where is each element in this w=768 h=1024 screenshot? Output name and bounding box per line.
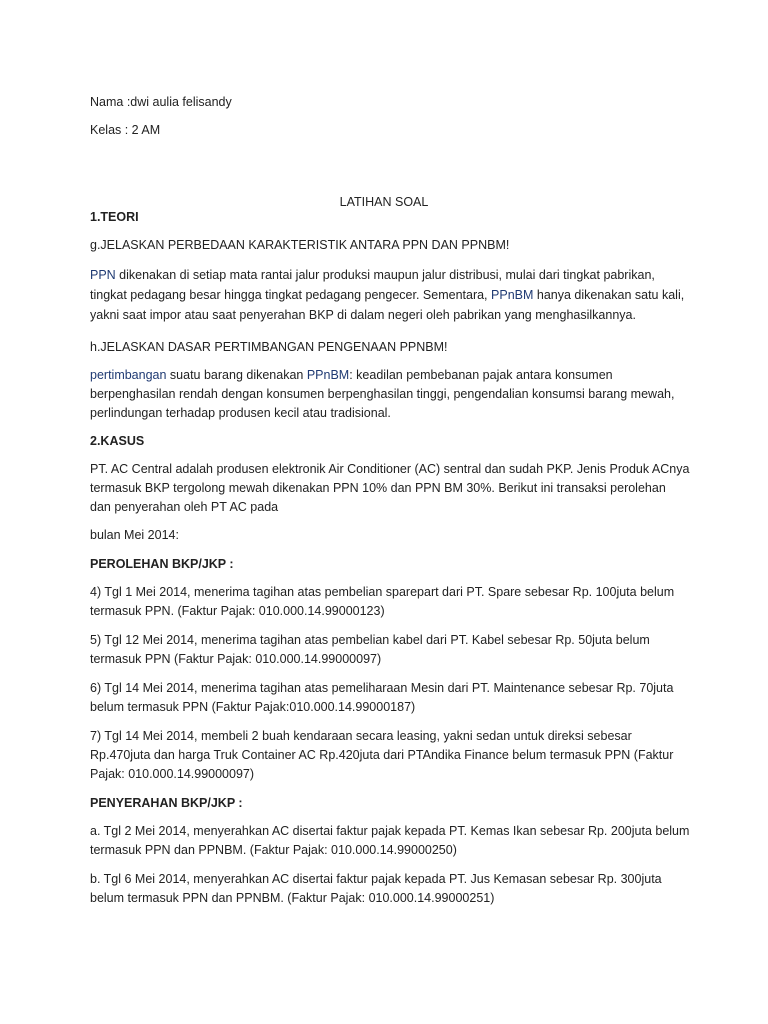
perolehan-item: 6) Tgl 14 Mei 2014, menerima tagihan atas pemeliharaan Mesin dari PT. Maintenance sebesar Rp. 70juta belum termasuk PPN (Faktur Pajak:010.000.14.99000187) bbox=[90, 681, 674, 714]
term-ppn: PPN bbox=[90, 268, 116, 282]
answer-h: pertimbangan suatu barang dikenakan PPnBM: keadilan pembebanan pajak antara konsumen berpenghasilan rendah dengan konsumen berpenghasilan tinggi, pengendalian konsumsi barang mewah, perlindungan terhadap produsen kecil atau tradisional. bbox=[90, 368, 675, 420]
student-class: Kelas : 2 AM bbox=[90, 123, 161, 137]
penyerahan-item: b. Tgl 6 Mei 2014, menyerahkan AC disertai faktur pajak kepada PT. Jus Kemasan sebesar Rp. 300juta belum termasuk PPN dan PPNBM. (Faktur Pajak: 010.000.14.99000251) bbox=[90, 872, 662, 905]
kasus-bulan: bulan Mei 2014: bbox=[90, 528, 179, 542]
question-g: g.JELASKAN PERBEDAAN KARAKTERISTIK ANTARA PPN DAN PPNBM! bbox=[90, 238, 510, 252]
term-ppnbm: PPnBM bbox=[306, 368, 350, 382]
student-name: Nama :dwi aulia felisandy bbox=[90, 95, 232, 109]
section-kasus-heading: 2.KASUS bbox=[90, 434, 145, 448]
term-pertimbangan: pertimbangan bbox=[90, 368, 167, 382]
perolehan-heading: PEROLEHAN BKP/JKP : bbox=[90, 557, 234, 571]
perolehan-item: 7) Tgl 14 Mei 2014, membeli 2 buah kendaraan secara leasing, yakni sedan untuk direksi sebesar Rp.470juta dan harga Truk Container AC Rp.420juta dari PTAndika Finance belum termasuk PPN (Faktur Pajak: 010.000.14.99000097) bbox=[90, 729, 674, 781]
section-teori-heading: 1.TEORI bbox=[90, 210, 139, 224]
kasus-intro: PT. AC Central adalah produsen elektronik Air Conditioner (AC) sentral dan sudah PKP. Jenis Produk ACnya termasuk BKP tergolong mewah dikenakan PPN 10% dan PPN BM 30%. Berikut ini transaksi perolehan dan penyerahan oleh PT AC pada bbox=[90, 462, 690, 514]
question-h: h.JELASKAN DASAR PERTIMBANGAN PENGENAAN PPNBM! bbox=[90, 340, 448, 354]
document-title: LATIHAN SOAL bbox=[339, 194, 429, 209]
perolehan-item: 5) Tgl 12 Mei 2014, menerima tagihan atas pembelian kabel dari PT. Kabel sebesar Rp. 50juta belum termasuk PPN (Faktur Pajak: 010.000.14.99000097) bbox=[90, 633, 650, 666]
perolehan-item: 4) Tgl 1 Mei 2014, menerima tagihan atas pembelian sparepart dari PT. Spare sebesar Rp. 100juta belum termasuk PPN. (Faktur Pajak: 010.000.14.99000123) bbox=[90, 585, 675, 618]
answer-g: PPN dikenakan di setiap mata rantai jalur produksi maupun jalur distribusi, mulai dari tingkat pabrikan, tingkat pedagang besar hingga tingkat pedagang pengecer. Sementara, PPnBM hanya dikenakan satu kali, yakni saat impor atau saat penyerahan BKP di dalam negeri oleh pabrikan yang menghasilkannya. bbox=[90, 268, 685, 322]
term-ppnbm: PPnBM bbox=[491, 288, 534, 302]
penyerahan-item: a. Tgl 2 Mei 2014, menyerahkan AC disertai faktur pajak kepada PT. Kemas Ikan sebesar Rp. 200juta belum termasuk PPN dan PPNBM. (Faktur Pajak: 010.000.14.99000250) bbox=[90, 824, 690, 857]
penyerahan-heading: PENYERAHAN BKP/JKP : bbox=[90, 796, 243, 810]
